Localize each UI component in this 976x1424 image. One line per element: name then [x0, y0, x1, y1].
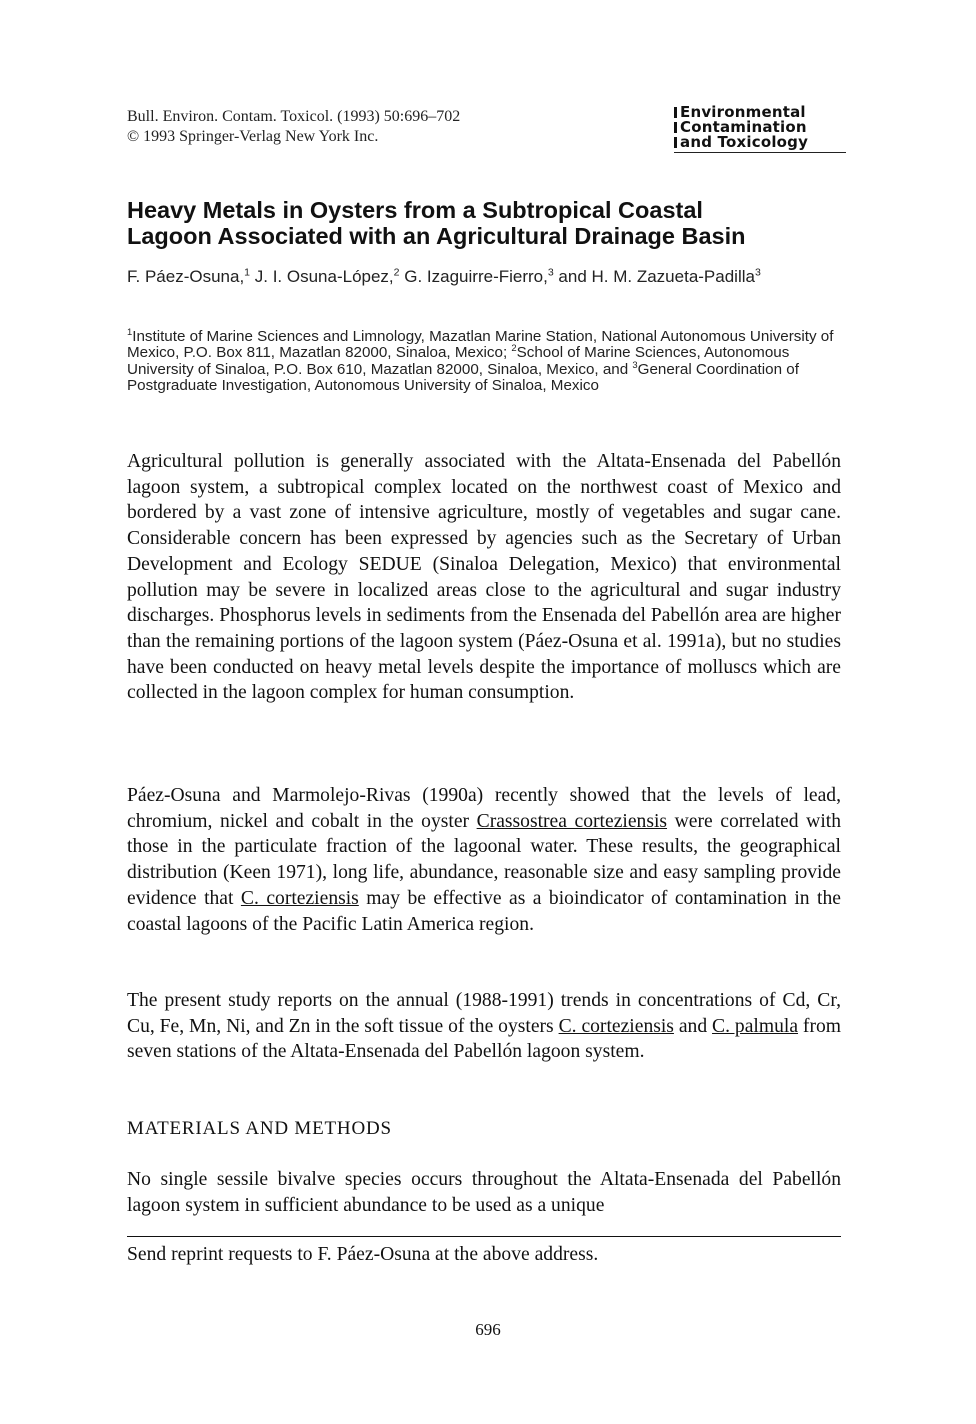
author-affiliation-mark: 3 — [754, 266, 761, 279]
journal-logo-line: Environmental — [674, 105, 846, 120]
author-affiliation-mark: 2 — [393, 266, 400, 279]
affiliation-text: Institute of Marine Sciences and Limnology, Mazatlan Marine Station, National Autonomous University of Mexico, P.O. Box 811, Mazatlan 82000, Sinaloa, Mexico; — [127, 328, 834, 362]
author-list — [127, 268, 847, 285]
affiliation-mark: 2 — [511, 342, 517, 354]
body-paragraph — [127, 783, 841, 937]
author-name: F. Páez-Osuna, — [127, 267, 245, 286]
author-name: and H. M. Zazueta-Padilla — [553, 267, 755, 286]
section-heading: MATERIALS AND METHODS — [127, 1118, 392, 1139]
affiliations — [127, 325, 852, 395]
author-affiliation-mark: 1 — [244, 266, 251, 279]
citation-block — [127, 107, 460, 147]
paragraph-text: from seven stations of the Altata-Ensenada del Pabellón lagoon system. — [127, 1015, 842, 1063]
footnote: Send reprint requests to F. Páez-Osuna at the above address. — [127, 1244, 599, 1265]
species-name: C. corteziensis — [240, 887, 359, 909]
body-paragraph — [127, 988, 841, 1065]
journal-logo — [674, 105, 846, 153]
affiliation-text: General Coordination of Postgraduate Investigation, Autonomous University of Sinaloa, Mexico — [127, 360, 799, 395]
affiliation-mark: 1 — [127, 325, 133, 337]
species-name: C. palmula — [712, 1015, 799, 1037]
author-name: J. I. Osuna-López, — [250, 267, 394, 286]
paper-title — [127, 197, 847, 249]
affiliation-mark: 3 — [632, 358, 638, 370]
paragraph-text: and — [673, 1015, 713, 1037]
copyright-line: © 1993 Springer-Verlag New York Inc. — [127, 128, 379, 145]
paragraph-text: may be effective as a bioindicator of contamination in the coastal lagoons of the Pacific Latin America region. — [127, 887, 841, 935]
species-name: Crassostrea corteziensis — [476, 810, 668, 832]
title-line: Lagoon Associated with an Agricultural Drainage Basin — [127, 223, 746, 249]
journal-logo-line: and Toxicology — [674, 135, 846, 150]
author-name: G. Izaguirre-Fierro, — [399, 267, 548, 286]
paragraph-text: Páez-Osuna and Marmolejo-Rivas (1990a) recently showed that the levels of lead, chromium, nickel and cobalt in the oyster — [127, 785, 841, 832]
journal-logo-line: Contamination — [674, 120, 846, 135]
title-line: Heavy Metals in Oysters from a Subtropical Coastal — [127, 197, 703, 223]
affiliation-text: School of Marine Sciences, Autonomous University of Sinaloa, P.O. Box 610, Mazatlan 82000, Sinaloa, Mexico, and — [127, 344, 790, 378]
paragraph-text: The present study reports on the annual (1988-1991) trends in concentrations of Cd, Cr, Cu, Fe, Mn, Ni, and Zn in the soft tissue of the oysters — [127, 990, 841, 1037]
footnote-divider — [127, 1236, 841, 1237]
body-paragraph: No single sessile bivalve species occurs throughout the Altata-Ensenada del Pabellón lagoon system in sufficient abundance to be used as a unique — [127, 1169, 841, 1216]
body-paragraph: Agricultural pollution is generally associated with the Altata-Ensenada del Pabellón lagoon system, a subtropical complex located on the northwest coast of Mexico and bordered by a vast zone of intensive agriculture, mostly of vegetables and sugar cane. Considerable concern has been expressed by agencies such as the Secretary of Urban Development and Ecology SEDUE (Sinaloa Delegation, Mexico) that environmental pollution may be severe in localized areas close to the agricultural and sugar industry discharges. Phosphorus levels in sediments from the Ensenada del Pabellón area are higher than the remaining portions of the lagoon system (Páez-Osuna et al. 1991a), but no studies have been conducted on heavy metal levels despite the importance of molluscs which are collected in the lagoon complex for human consumption. — [127, 451, 841, 704]
species-name: C. corteziensis — [558, 1015, 674, 1037]
citation-line: Bull. Environ. Contam. Toxicol. (1993) 50:696–702 — [127, 108, 461, 125]
paragraph-text: were correlated with those in the particulate fraction of the lagoonal water. These results, the geographical distribution (Keen 1971), long life, abundance, reasonable size and easy sampling provide evidence that — [127, 810, 842, 909]
page-number: 696 — [475, 1320, 501, 1339]
author-affiliation-mark: 3 — [547, 266, 554, 279]
